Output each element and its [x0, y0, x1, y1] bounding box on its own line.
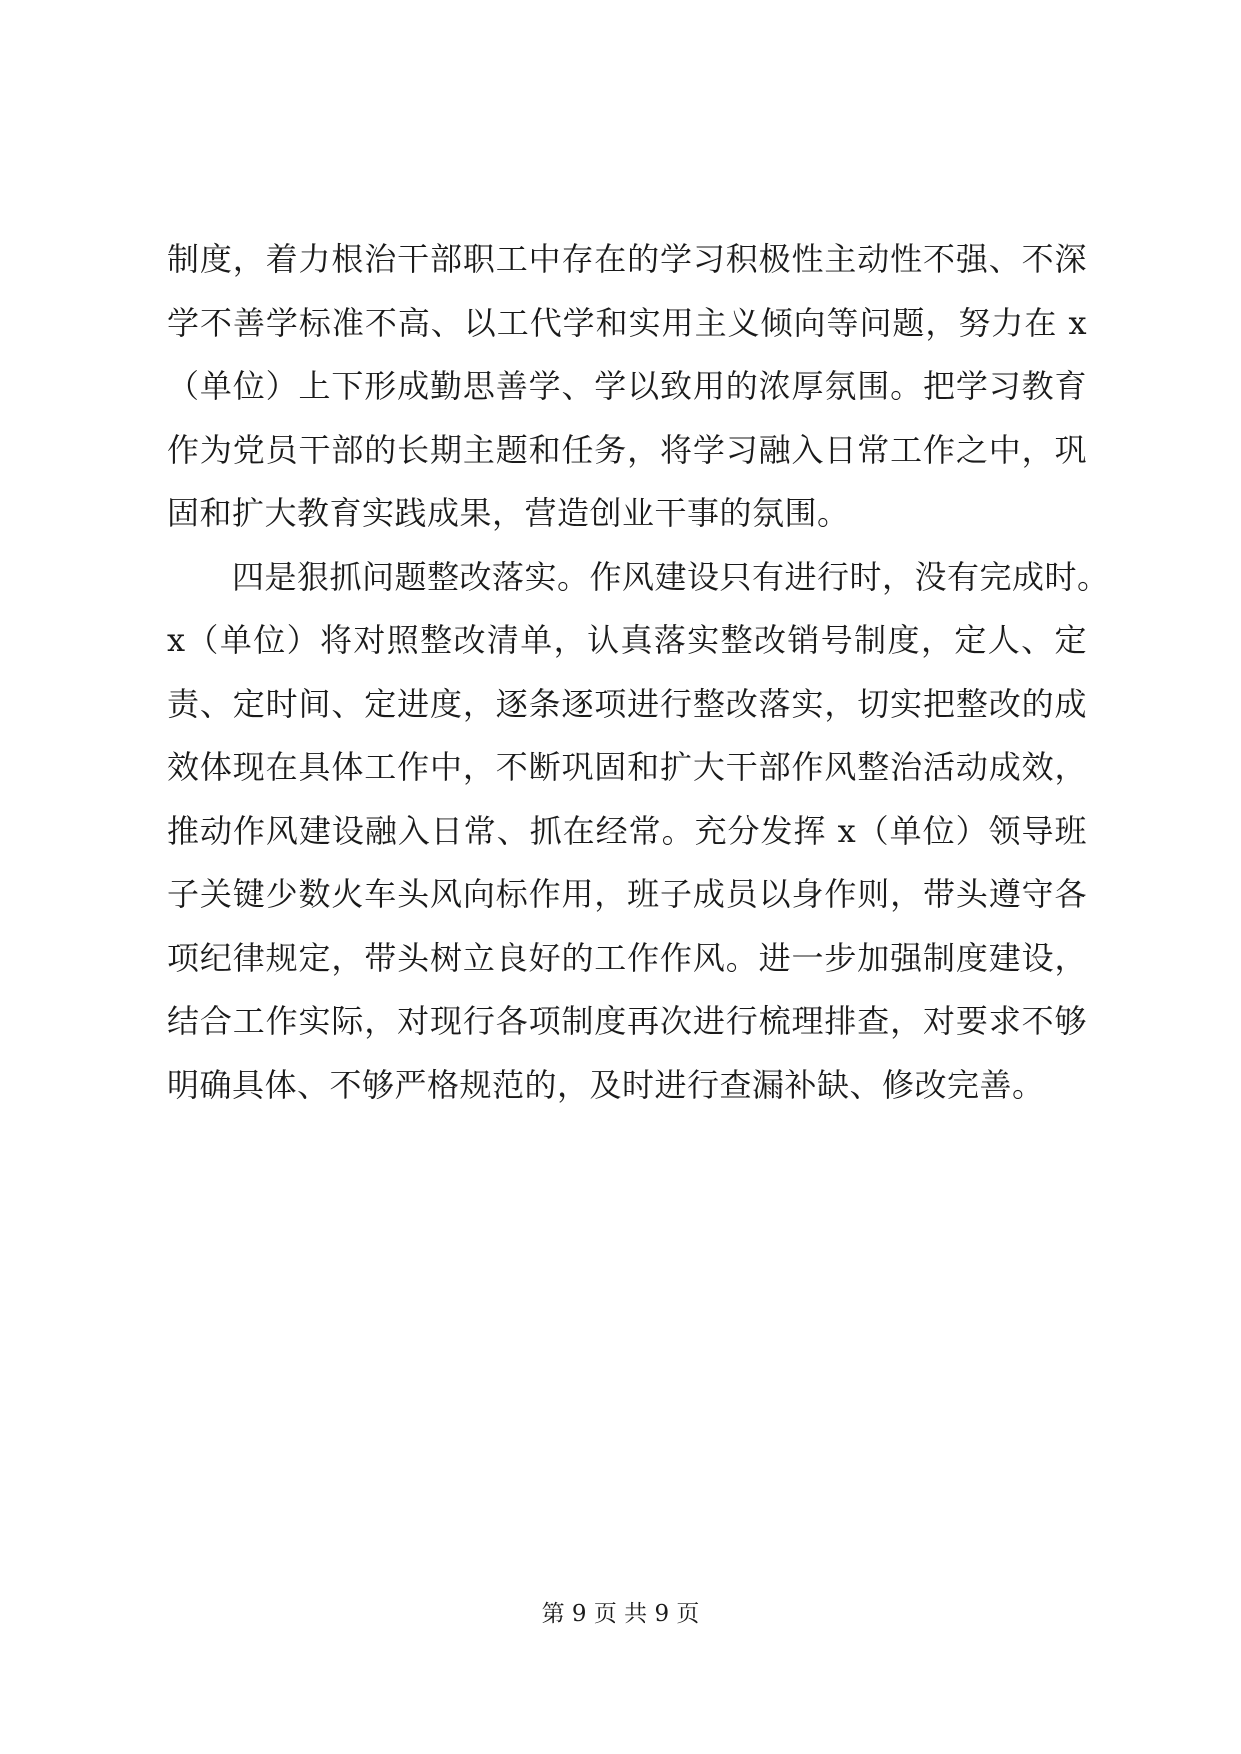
text-line: 子关键少数火车头风向标作用，班子成员以身作则，带头遵守各 — [167, 875, 1087, 913]
body-text — [167, 228, 1110, 1117]
text-line: 责、定时间、定进度，逐条逐项进行整改落实，切实把整改的成 — [167, 684, 1087, 723]
text-line: 作为党员干部的长期主题和任务，将学习融入日常工作之中，巩 — [167, 430, 1087, 469]
page-number-footer: 第 9 页 共 9 页 — [541, 1601, 700, 1627]
text-line: 项纪律规定，带头树立良好的工作作风。进一步加强制度建设， — [167, 938, 1087, 977]
text-line: 效体现在具体工作中，不断巩固和扩大干部作风整治活动成效， — [167, 748, 1087, 786]
text-line: 学不善学标准不高、以工代学和实用主义倾向等问题，努力在 x — [167, 303, 1087, 342]
text-line: x（单位）将对照整改清单，认真落实整改销号制度，定人、定 — [167, 621, 1087, 659]
text-line: 明确具体、不够严格规范的，及时进行查漏补缺、修改完善。 — [167, 1065, 1045, 1104]
text-line: 结合工作实际，对现行各项制度再次进行梳理排查，对要求不够 — [167, 1002, 1087, 1040]
text-line: （单位）上下形成勤思善学、学以致用的浓厚氛围。把学习教育 — [167, 367, 1087, 405]
text-line: 制度，着力根治干部职工中存在的学习积极性主动性不强、不深 — [167, 240, 1087, 278]
text-line: 推动作风建设融入日常、抓在经常。充分发挥 x（单位）领导班 — [167, 811, 1087, 850]
text-line: 固和扩大教育实践成果，营造创业干事的氛围。 — [167, 494, 850, 532]
text-line: 四是狠抓问题整改落实。作风建设只有进行时，没有完成时。 — [167, 557, 1110, 596]
